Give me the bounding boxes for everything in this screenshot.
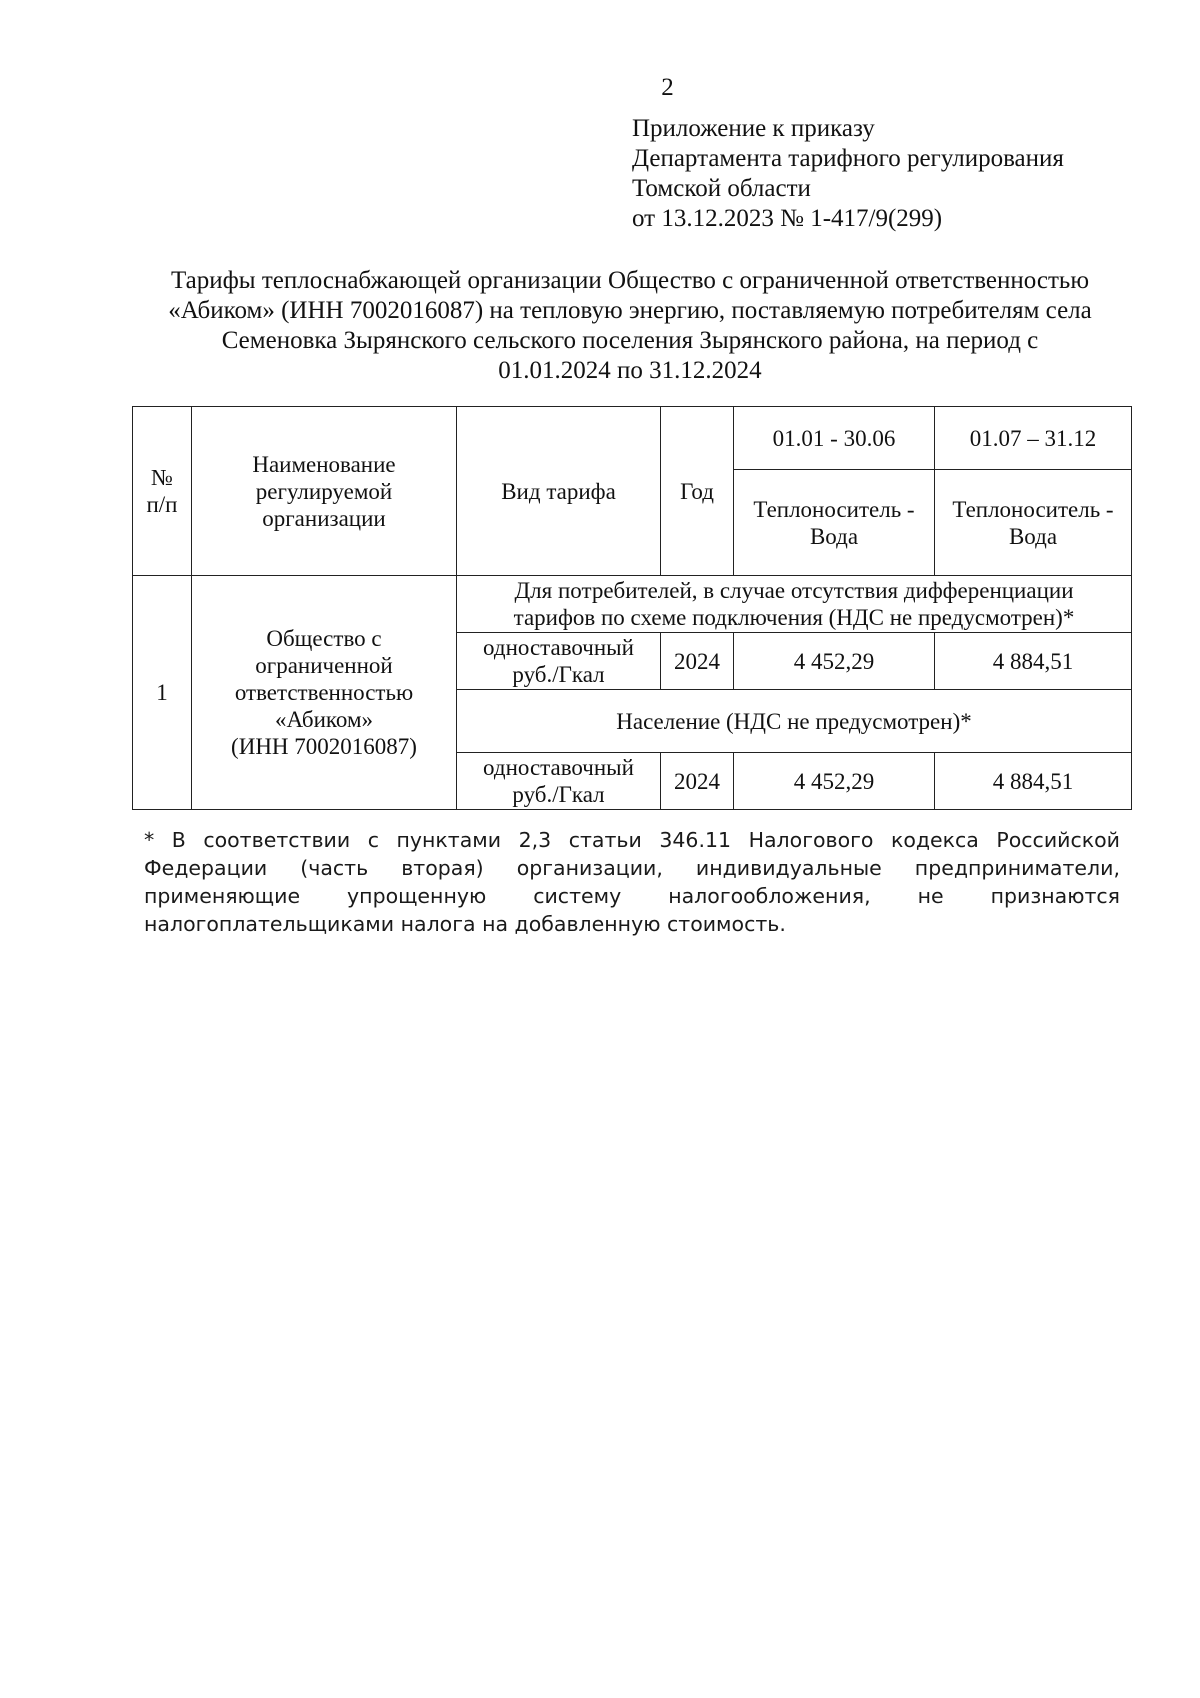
row-number: 1	[133, 576, 192, 810]
header-organization: Наименование регулируемой организации	[192, 407, 457, 576]
year-cell: 2024	[661, 633, 734, 690]
appendix-line: Приложение к приказу	[632, 115, 875, 142]
header-period-1: 01.01 - 30.06	[734, 407, 935, 470]
year-cell: 2024	[661, 753, 734, 810]
title-line: «Абиком» (ИНН 7002016087) на тепловую энергию, поставляемую потребителям села	[168, 297, 1092, 324]
appendix-line: Томской области	[632, 175, 811, 202]
value-cell: 4 884,51	[935, 753, 1132, 810]
footnote: * В соответствии с пунктами 2,3 статьи 346.11 Налогового кодекса Российской Федерации (часть вторая) организации, индивидуальные предприниматели, применяющие упрощенную систему налогообложения, не признаются налогоплательщиками налога на добавленную стоимость.	[144, 828, 1120, 936]
header-carrier-2: Теплоноситель - Вода	[935, 470, 1132, 576]
tariff-type-cell: одноставочный руб./Гкал	[457, 753, 661, 810]
appendix-line: Департамента тарифного регулирования	[632, 145, 1064, 172]
section-caption: Для потребителей, в случае отсутствия дифференциации тарифов по схеме подключения (НДС не предусмотрен)*	[457, 576, 1132, 633]
header-row-number: № п/п	[133, 407, 192, 576]
header-carrier-1: Теплоноситель - Вода	[734, 470, 935, 576]
value-cell: 4 452,29	[734, 633, 935, 690]
title-line: Тарифы теплоснабжающей организации Общество с ограниченной ответственностью	[170, 267, 1090, 294]
page-number: 2	[661, 74, 674, 101]
document-title	[130, 266, 1130, 386]
title-line: Семеновка Зырянского сельского поселения Зырянского района, на период с	[221, 327, 1039, 354]
appendix-line: от 13.12.2023 № 1-417/9(299)	[632, 205, 943, 232]
title-line: 01.01.2024 по 31.12.2024	[498, 357, 762, 384]
value-cell: 4 452,29	[734, 753, 935, 810]
value-cell: 4 884,51	[935, 633, 1132, 690]
table-row	[133, 576, 1132, 633]
organization-name: Общество с ограниченной ответственностью «Абиком» (ИНН 7002016087)	[192, 576, 457, 810]
header-period-2: 01.07 – 31.12	[935, 407, 1132, 470]
table-header-row	[133, 407, 1132, 470]
header-year: Год	[661, 407, 734, 576]
tariff-type-cell: одноставочный руб./Гкал	[457, 633, 661, 690]
section-caption: Население (НДС не предусмотрен)*	[457, 690, 1132, 753]
tariff-table	[132, 406, 1132, 810]
appendix-header	[632, 114, 1064, 234]
header-tariff-type: Вид тарифа	[457, 407, 661, 576]
